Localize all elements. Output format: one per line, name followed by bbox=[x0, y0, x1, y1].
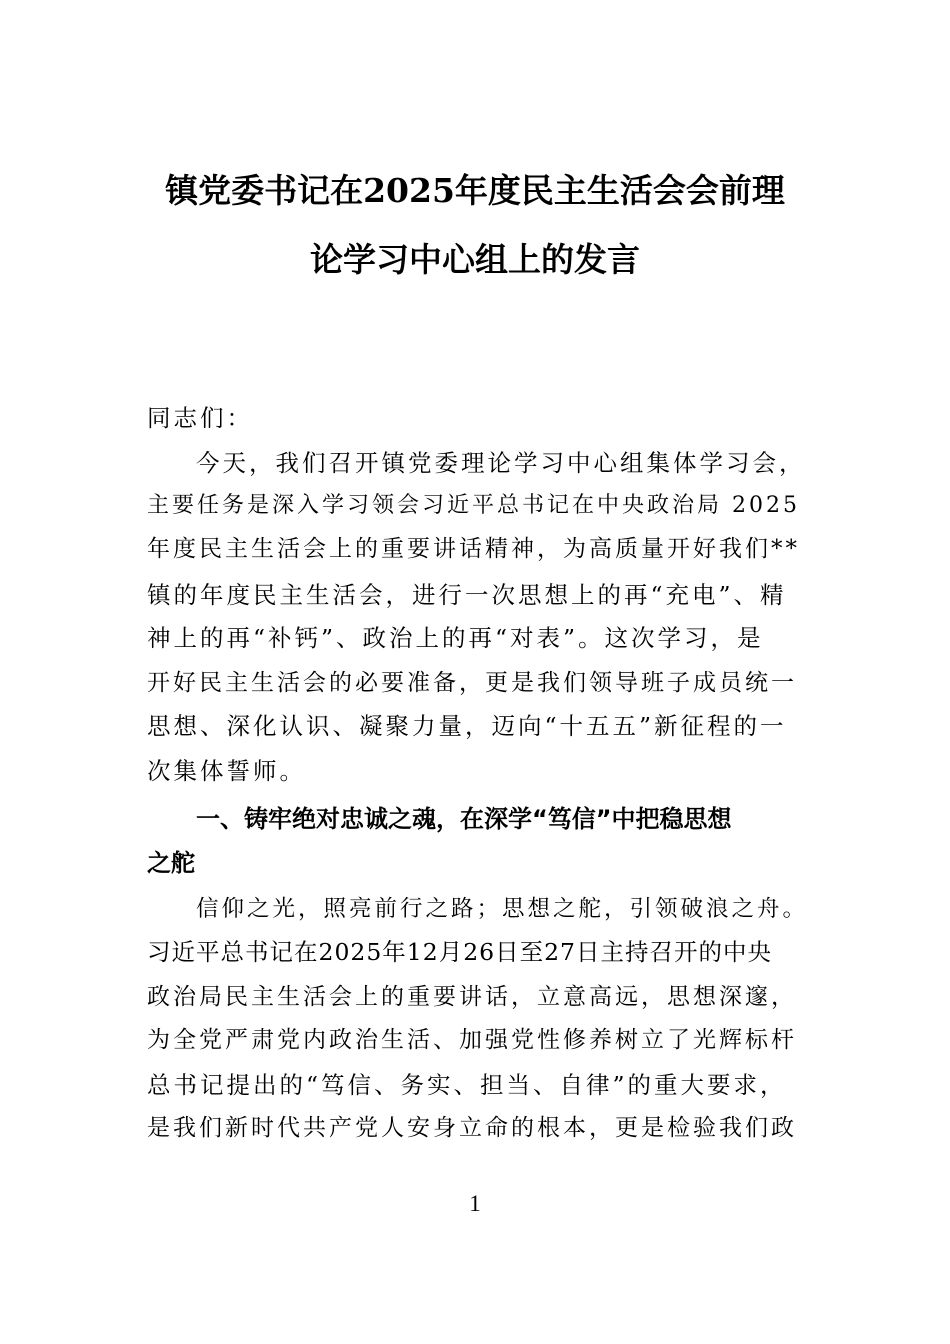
section-line: 政治局民主生活会上的重要讲话，立意高远，思想深邃， bbox=[147, 984, 797, 1010]
body-line: 主要任务是深入学习领会习近平总书记在中央政治局 2025 bbox=[147, 493, 800, 518]
document-title-line-2: 论学习中心组上的发言 bbox=[310, 240, 640, 279]
section-line: 习近平总书记在2025年12月26日至27日主持召开的中央 bbox=[147, 938, 773, 966]
section-line: 总书记提出的“笃信、务实、担当、自律”的重大要求， bbox=[147, 1071, 787, 1099]
body-line: 镇的年度民主生活会，进行一次思想上的再“充电”、精 bbox=[147, 581, 787, 609]
body-line: 神上的再“补钙”、政治上的再“对表”。这次学习，是 bbox=[147, 624, 764, 652]
page-number: 1 bbox=[469, 1191, 481, 1216]
section-line: 为全党严肃党内政治生活、加强党性修养树立了光辉标杆 bbox=[147, 1027, 797, 1053]
body-line: 年度民主生活会上的重要讲话精神，为高质量开好我们** bbox=[147, 536, 800, 562]
section-line: 是我们新时代共产党人安身立命的根本，更是检验我们政 bbox=[147, 1115, 797, 1141]
section-line: 信仰之光，照亮前行之路；思想之舵，引领破浪之舟。 bbox=[196, 896, 809, 922]
body-line: 思想、深化认识、凝聚力量，迈向“十五五”新征程的一 bbox=[147, 712, 787, 740]
section-heading-line-2: 之舵 bbox=[147, 849, 195, 877]
section-heading-line-1: 一、铸牢绝对忠诚之魂，在深学“笃信”中把稳思想 bbox=[196, 805, 732, 833]
body-line: 今天，我们召开镇党委理论学习中心组集体学习会， bbox=[196, 449, 806, 477]
document-title-line-1: 镇党委书记在2025年度民主生活会会前理 bbox=[165, 171, 785, 210]
body-line: 次集体誓师。 bbox=[147, 757, 306, 785]
body-line: 开好民主生活会的必要准备，更是我们领导班子成员统一 bbox=[147, 670, 797, 696]
salutation: 同志们： bbox=[147, 404, 253, 432]
